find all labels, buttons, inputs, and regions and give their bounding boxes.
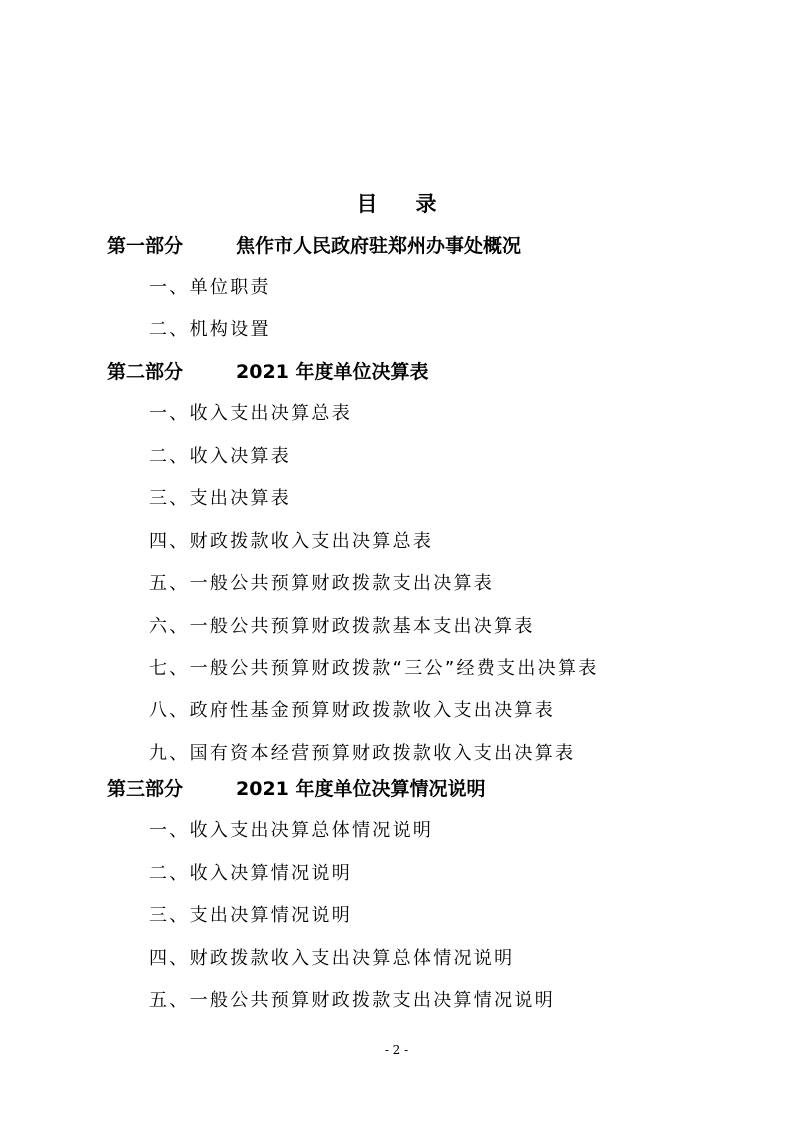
toc-item: 一、收入支出决算总表 [149, 403, 352, 424]
toc-title-char-1: 目 [356, 192, 378, 216]
part-title: 2021 年度单位决算表 [236, 361, 429, 383]
part-label: 第二部分 [107, 361, 184, 383]
toc-item: 三、支出决算表 [149, 488, 292, 509]
toc-item: 五、一般公共预算财政拨款支出决算情况说明 [149, 990, 555, 1011]
toc-item: 八、政府性基金预算财政拨款收入支出决算表 [149, 700, 555, 721]
toc-item: 一、单位职责 [149, 277, 271, 298]
toc-item: 二、收入决算表 [149, 446, 292, 467]
toc-item: 七、一般公共预算财政拨款“三公”经费支出决算表 [149, 658, 599, 679]
toc-item: 四、财政拨款收入支出决算总体情况说明 [149, 948, 515, 969]
toc-item: 四、财政拨款收入支出决算总表 [149, 531, 434, 552]
toc-item: 六、一般公共预算财政拨款基本支出决算表 [149, 616, 535, 637]
toc-item: 九、国有资本经营预算财政拨款收入支出决算表 [149, 743, 576, 764]
toc-item: 一、收入支出决算总体情况说明 [149, 820, 434, 841]
part-heading-2 [107, 359, 429, 385]
page-number: - 2 - [384, 1043, 409, 1057]
part-label: 第三部分 [107, 778, 184, 800]
toc-item: 五、一般公共预算财政拨款支出决算表 [149, 573, 495, 594]
toc-title-char-2: 录 [415, 192, 437, 216]
toc-item: 二、机构设置 [149, 319, 271, 340]
part-title: 2021 年度单位决算情况说明 [236, 778, 486, 800]
part-heading-3 [107, 776, 486, 802]
toc-title [0, 188, 793, 218]
toc-item: 二、收入决算情况说明 [149, 863, 352, 884]
toc-item: 三、支出决算情况说明 [149, 905, 352, 926]
part-heading-1 [107, 233, 521, 259]
part-label: 第一部分 [107, 235, 184, 257]
part-title: 焦作市人民政府驻郑州办事处概况 [236, 235, 522, 257]
